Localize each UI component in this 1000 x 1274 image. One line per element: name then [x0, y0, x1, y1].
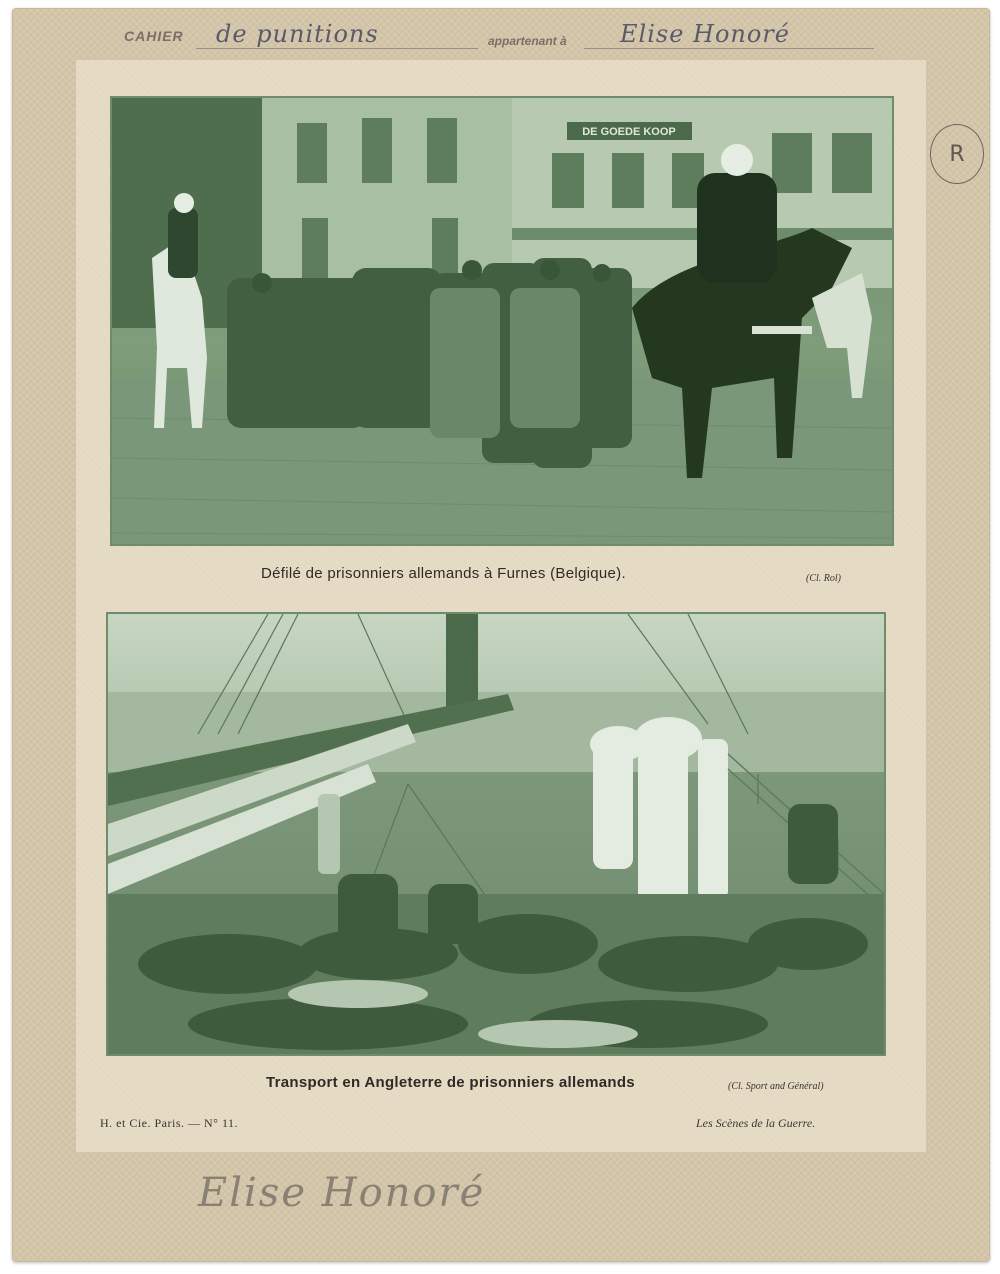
appartenant-label: appartenant à [488, 34, 567, 48]
publisher-footer: H. et Cie. Paris. — N° 11. [100, 1116, 239, 1130]
prisoner-greatcoat-2 [510, 288, 580, 428]
photo-prisoner-procession [110, 96, 894, 546]
series-title-footer: Les Scènes de la Guerre. [696, 1116, 816, 1130]
photo-2-caption: Transport en Angleterre de prisonniers allemands [266, 1074, 635, 1091]
stamp-letter: R [949, 141, 965, 167]
photo-ship-transport [106, 612, 886, 1056]
registered-stamp [930, 124, 984, 184]
owner-handwriting: Elise Honoré [620, 20, 790, 48]
subject-line [196, 48, 478, 49]
blanket-1 [288, 980, 428, 1008]
blanket-2 [478, 1020, 638, 1048]
cahier-label: CAHIER [124, 28, 184, 44]
photo-2-credit: (Cl. Sport and Général) [728, 1081, 824, 1092]
owner-line [584, 48, 874, 49]
procession-illustration [112, 98, 892, 544]
notebook-cover [12, 8, 990, 1262]
shop-sign-text: DE GOEDE KOOP [582, 126, 676, 138]
white-post [318, 794, 340, 874]
ship-deck-illustration [108, 614, 884, 1054]
picture-panel [76, 60, 926, 1152]
owner-signature: Elise Honoré [198, 1170, 486, 1216]
photo-1-credit: (Cl. Rol) [806, 573, 841, 584]
cover-header [124, 22, 904, 56]
prisoner-greatcoat-1 [430, 288, 500, 438]
mast [446, 614, 478, 714]
subject-handwriting: de punitions [216, 20, 379, 48]
photo-1-caption: Défilé de prisonniers allemands à Furnes (Belgique). [261, 565, 626, 582]
